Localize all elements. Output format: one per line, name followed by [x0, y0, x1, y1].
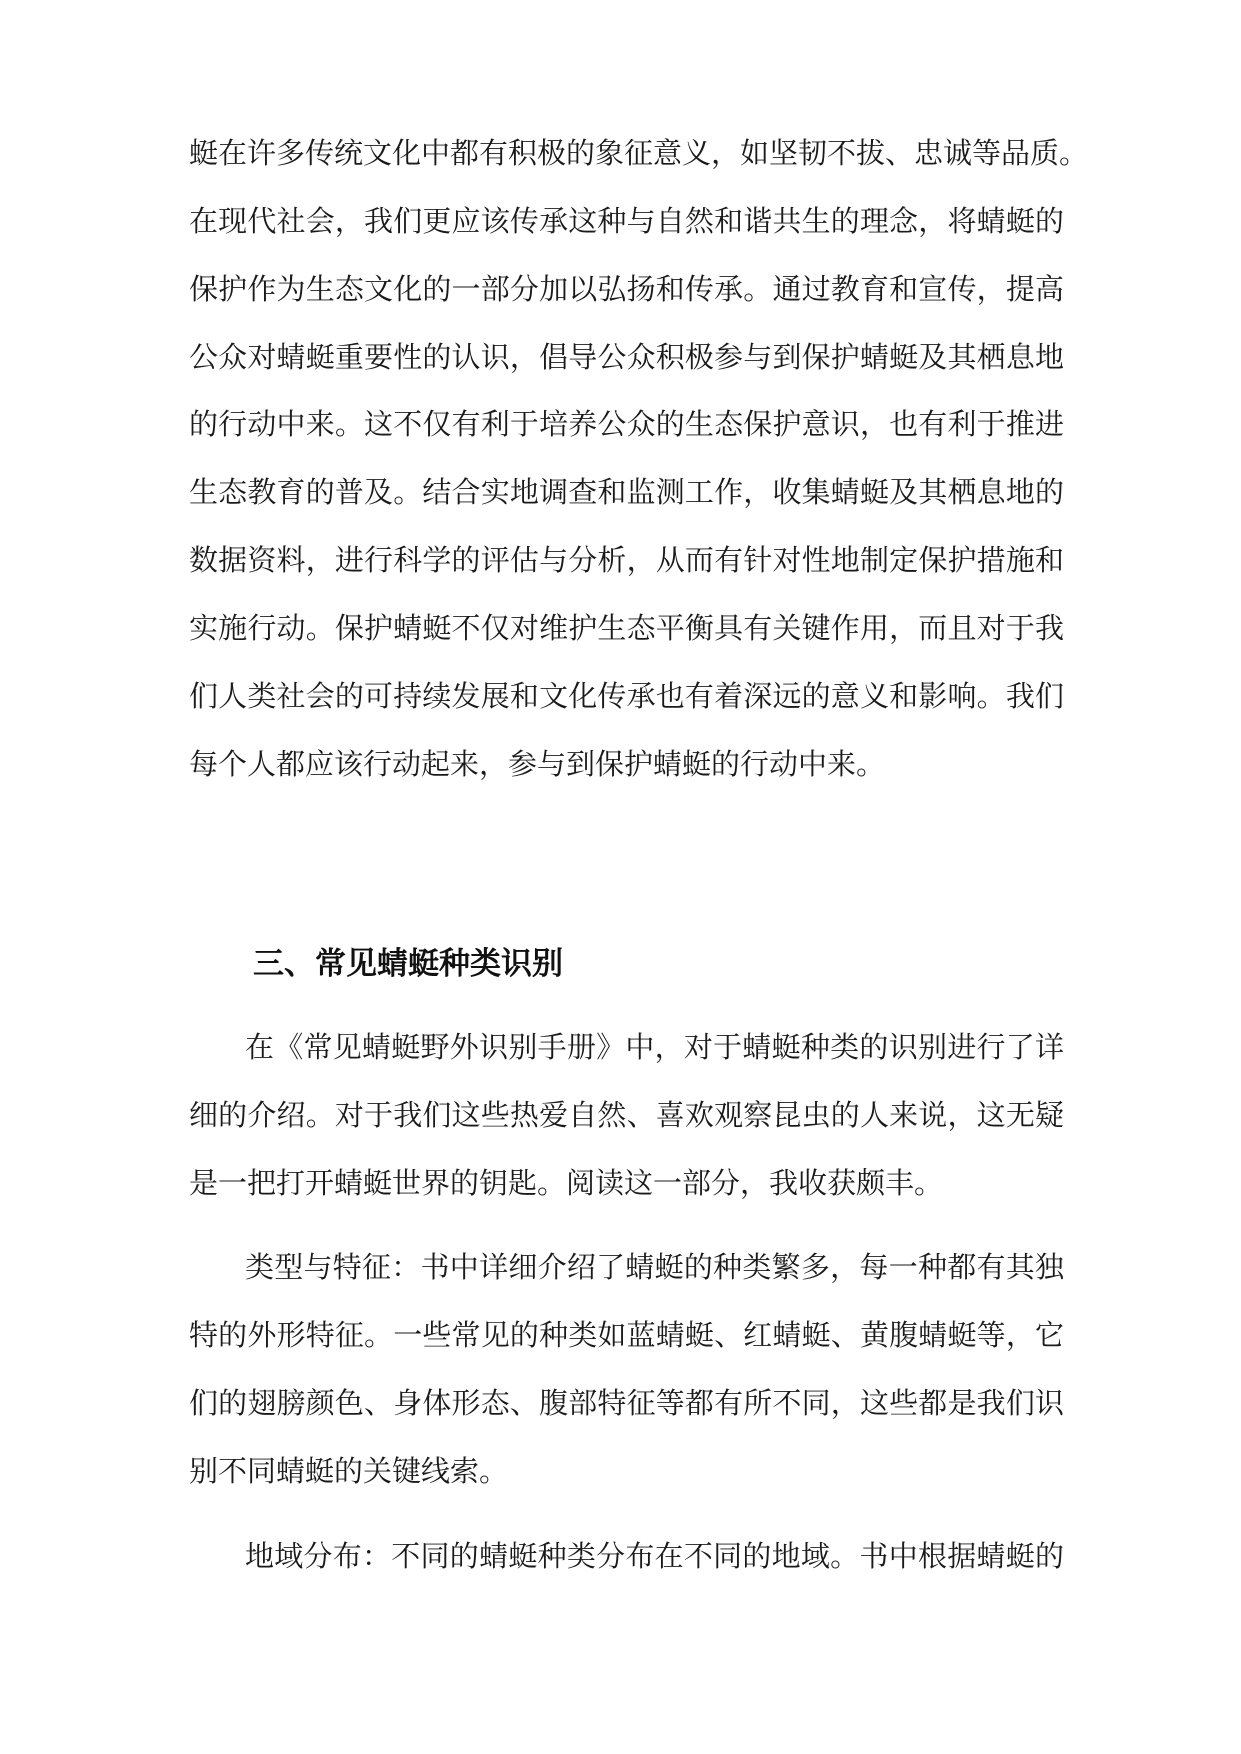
section-heading: 三、常见蜻蜓种类识别 — [253, 946, 563, 982]
paragraph-line: 们人类社会的可持续发展和文化传承也有着深远的意义和影响。我们 — [189, 679, 1064, 713]
paragraph-line: 们的翅膀颜色、身体形态、腹部特征等都有所不同，这些都是我们识 — [189, 1386, 1064, 1420]
paragraph-line: 在《常见蜻蜓野外识别手册》中，对于蜻蜓种类的识别进行了详 — [245, 1030, 1064, 1064]
paragraph-line: 实施行动。保护蜻蜓不仅对维护生态平衡具有关键作用，而且对于我 — [189, 611, 1064, 645]
paragraph-line: 的行动中来。这不仅有利于培养公众的生态保护意识，也有利于推进 — [189, 407, 1064, 441]
paragraph-line: 每个人都应该行动起来，参与到保护蜻蜓的行动中来。 — [189, 747, 886, 781]
paragraph-line: 蜓在许多传统文化中都有积极的象征意义，如坚韧不拔、忠诚等品质。 — [189, 136, 1089, 170]
paragraph-line: 是一把打开蜻蜓世界的钥匙。阅读这一部分，我收获颇丰。 — [189, 1166, 944, 1200]
paragraph-line: 特的外形特征。一些常见的种类如蓝蜻蜓、红蜻蜓、黄腹蜻蜓等，它 — [189, 1318, 1064, 1352]
paragraph-line: 数据资料，进行科学的评估与分析，从而有针对性地制定保护措施和 — [189, 543, 1064, 577]
paragraph-line: 生态教育的普及。结合实地调查和监测工作，收集蜻蜓及其栖息地的 — [189, 475, 1064, 509]
paragraph-line: 保护作为生态文化的一部分加以弘扬和传承。通过教育和宣传，提高 — [189, 272, 1064, 306]
paragraph-line: 类型与特征：书中详细介绍了蜻蜓的种类繁多，每一种都有其独 — [245, 1250, 1064, 1284]
paragraph-line: 在现代社会，我们更应该传承这种与自然和谐共生的理念，将蜻蜓的 — [189, 204, 1064, 238]
paragraph-line: 细的介绍。对于我们这些热爱自然、喜欢观察昆虫的人来说，这无疑 — [189, 1098, 1064, 1132]
paragraph-line: 别不同蜻蜓的关键线索。 — [189, 1454, 509, 1488]
paragraph-line: 地域分布：不同的蜻蜓种类分布在不同的地域。书中根据蜻蜓的 — [245, 1539, 1064, 1573]
paragraph-line: 公众对蜻蜓重要性的认识，倡导公众积极参与到保护蜻蜓及其栖息地 — [189, 340, 1064, 374]
